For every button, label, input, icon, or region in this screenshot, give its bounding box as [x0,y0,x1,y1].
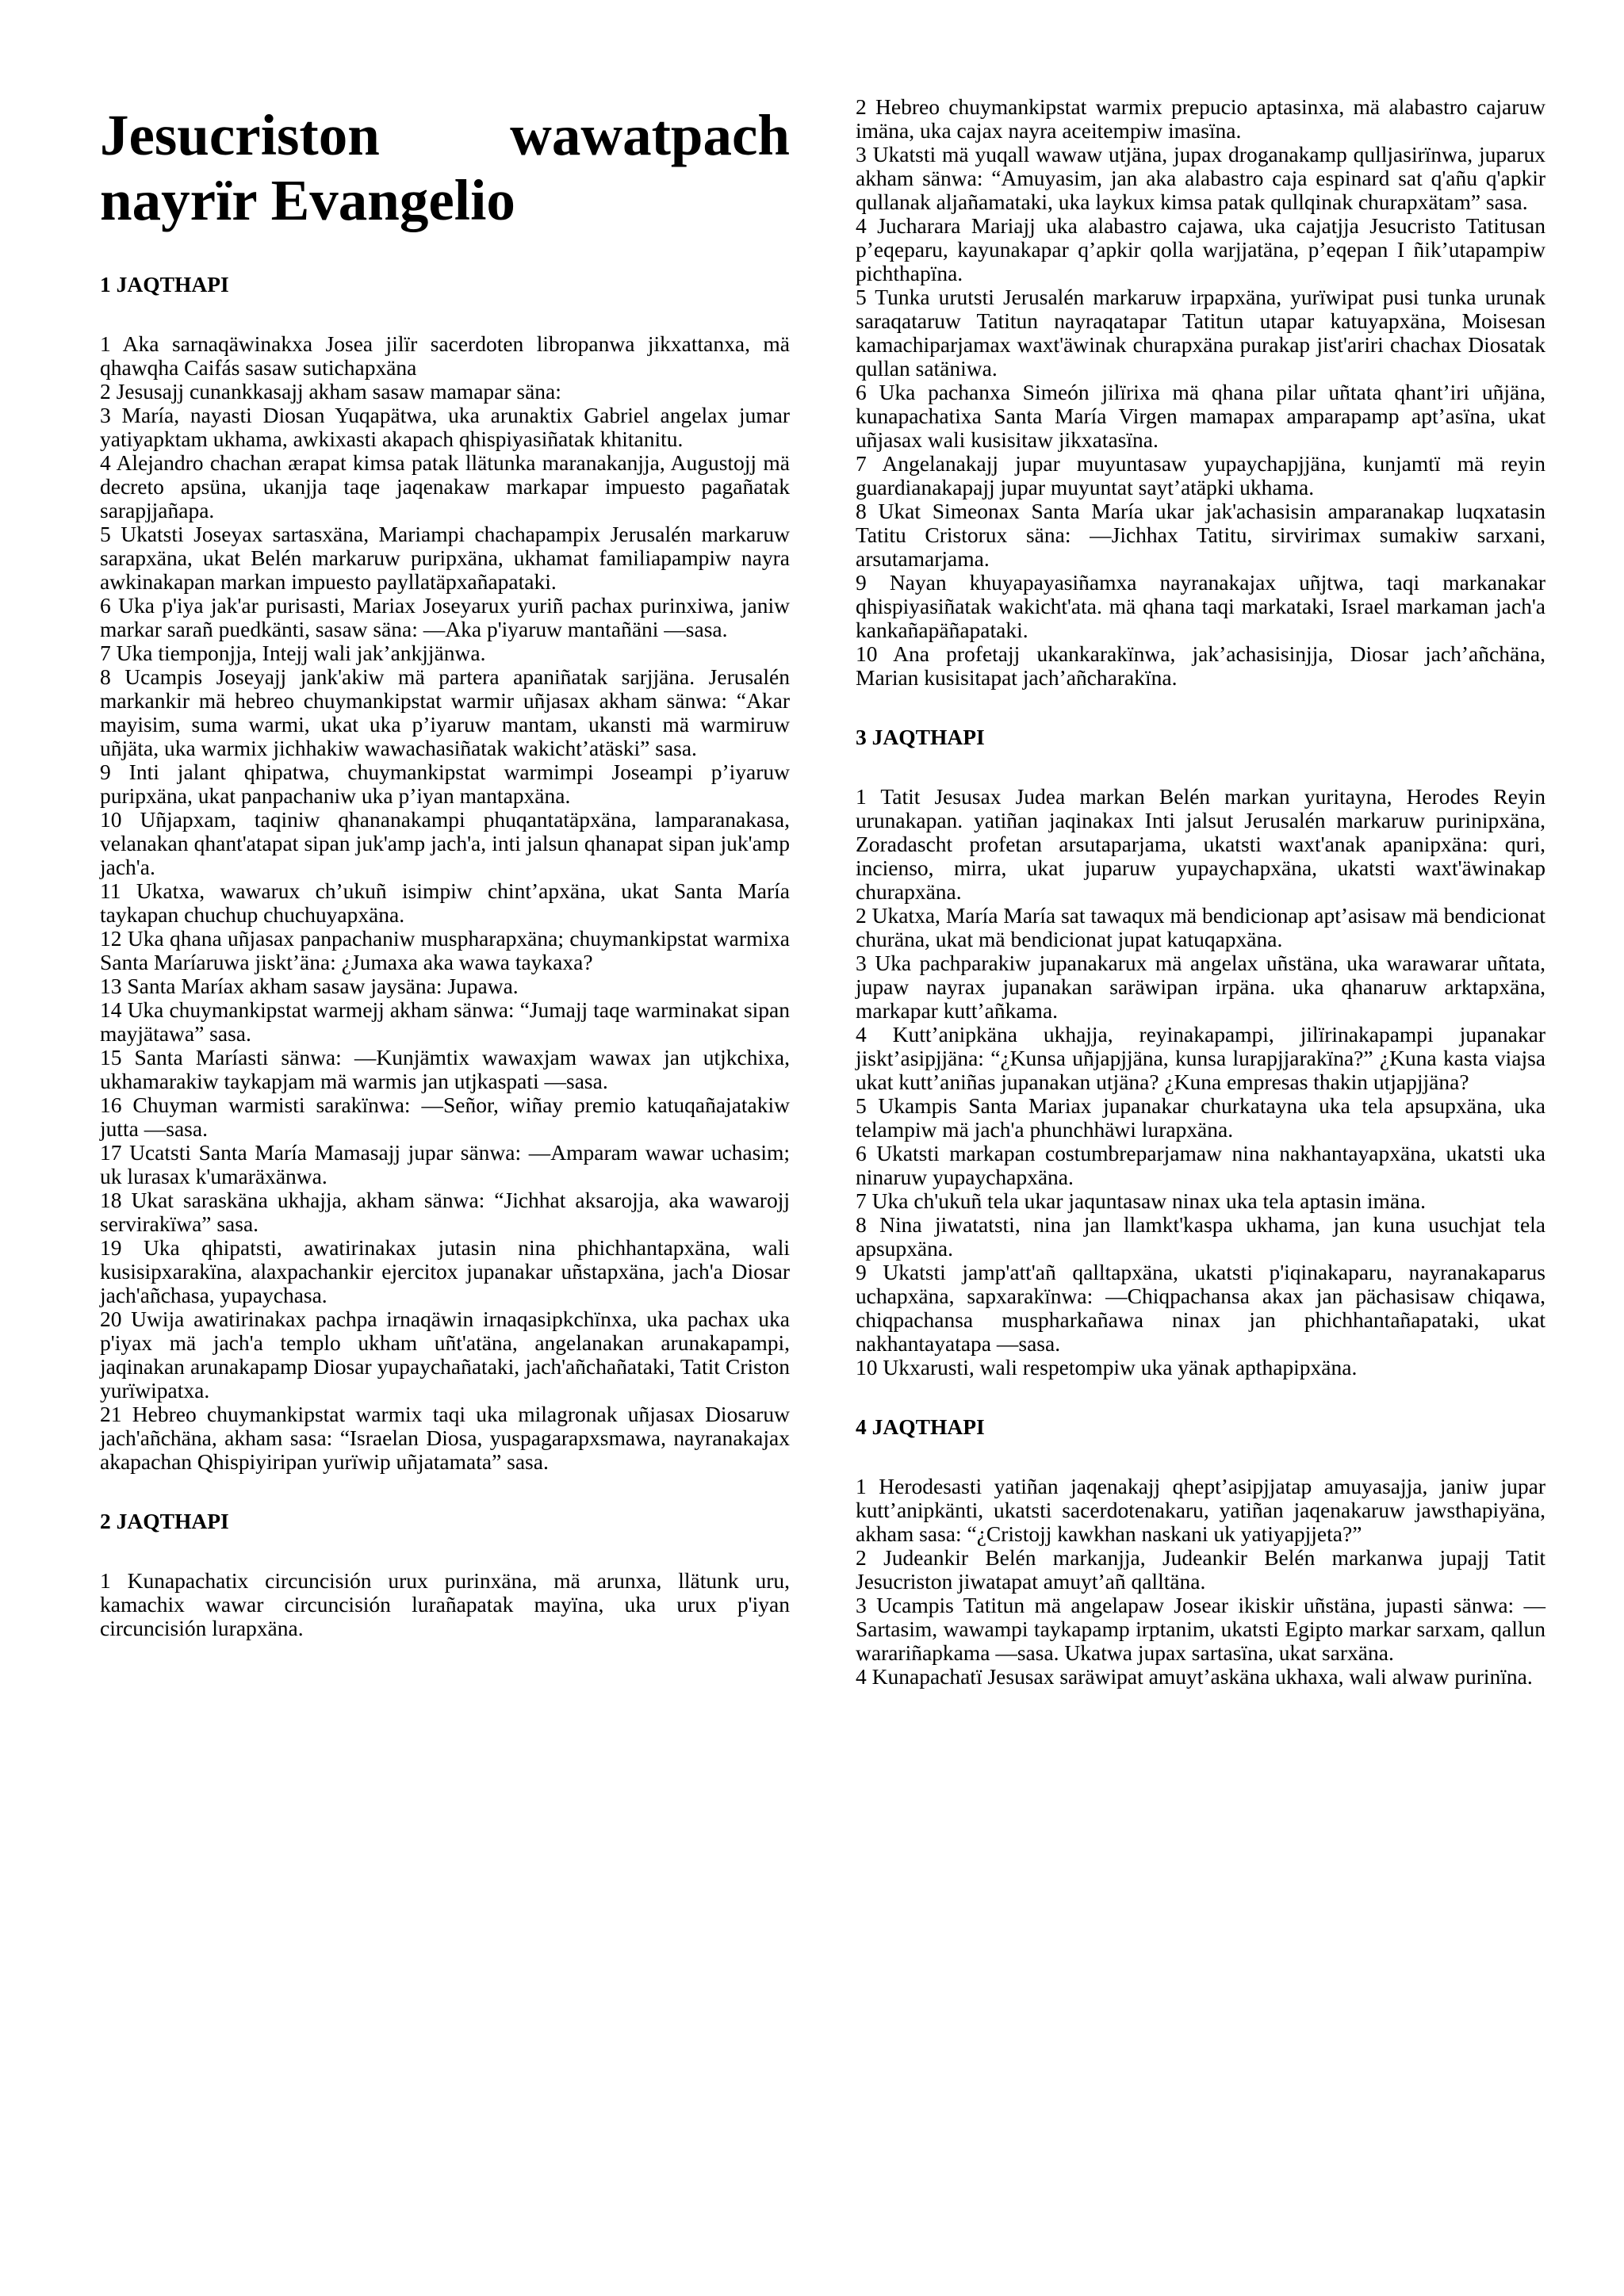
right-column [856,95,1545,2236]
chapter-heading: 1 JAQTHAPI [100,272,229,297]
verse: 9 Inti jalant qhipatwa, chuymankipstat warmimpi Joseampi p’iyaruw puripxäna, ukat panpachaniw uka p’iyan mantapxäna. [100,760,790,808]
chapter-heading: 2 JAQTHAPI [100,1509,229,1533]
document-title [100,103,790,233]
verse: 9 Nayan khuyapayasiñamxa nayranakajax uñjtwa, taqi markanakar qhispiyasiñatak wakicht'ata. mä qhana taqi markataki, Israel markaman jach'a kankañapäñapataki. [856,570,1545,642]
verse: 4 Alejandro chachan ærapat kimsa patak llätunka maranakanjja, Augustojj mä decreto apsüna, ukanjja taqe jaqenakaw markapar impuesto pagañatak sarapjjañapa. [100,450,790,522]
chapter-3 [856,725,1545,1380]
verse: 10 Ana profetajj ukankarakïnwa, jak’achasisinjja, Diosar jach’añchäna, Marian kusisitapat jach’añcharakïna. [856,641,1545,690]
verse: 15 Santa Maríasti sänwa: —Kunjämtix wawaxjam wawax jan utjkchixa, ukhamarakiw taykapjam mä warmis jan utjkaspati —sasa. [100,1045,790,1093]
verse: 3 Uka pachparakiw jupanakarux mä angelax uñstäna, uka warawarar uñtata, jupaw nayrax jupanakan saräwipan irpäna. uka qhanaruw arktapxäna, markapar kutt’añkama. [856,951,1545,1023]
document-title-line-1: Jesucriston wawatpach [100,103,790,167]
verse: 13 Santa Maríax akham sasaw jaysäna: Jupawa. [100,974,519,998]
verse: 3 María, nayasti Diosan Yuqapätwa, uka arunaktix Gabriel angelax jumar yatiyapktam ukhama, awkixasti akapach qhispiyasiñatak khitanitu. [100,403,790,451]
verse: 5 Tunka urutsti Jerusalén markaruw irpapxäna, yurïwipat pusi tunka urunak saraqataruw Tatitun nayraqatapar Tatitun utapar katuyapxäna, Moisesan kamachiparjamax waxt'äwinak churapxäna purakap jist'ariri chachax Diosatak qullan satäniwa. [856,285,1545,381]
chapter-heading: 3 JAQTHAPI [856,725,985,749]
verse: 2 Hebreo chuymankipstat warmix prepucio aptasinxa, mä alabastro cajaruw imäna, uka cajax nayra aceitempiw imasïna. [856,94,1545,143]
verse: 7 Uka ch'ukuñ tela ukar jaquntasaw ninax uka tela aptasin imäna. [856,1188,1426,1213]
verse: 10 Ukxarusti, wali respetompiw uka yänak apthapipxäna. [856,1355,1358,1380]
document-page [100,95,1545,2236]
verse: 17 Ucatsti Santa María Mamasajj jupar sänwa: —Amparam wawar uchasim; uk lurasax k'umaräxänwa. [100,1140,790,1188]
verse: 7 Uka tiemponjja, Intejj wali jak’ankjjänwa. [100,641,486,665]
verse: 3 Ucampis Tatitun mä angelapaw Josear ikiskir uñstäna, jupasti sänwa: —Sartasim, wawampi taykapamp irptanim, ukatsti Egipto markar sarxam, qallun warariñapkama —sasa. Ukatwa jupax sartasïna, ukat sarxäna. [856,1593,1545,1665]
verse: 2 Jesusajj cunankkasajj akham sasaw mamapar säna: [100,379,561,404]
verse: 19 Uka qhipatsti, awatirinakax jutasin nina phichhantapxäna, wali kusisipxarakïna, alaxpachankir ejercitox jupanakar uñstapxäna, jach'a Diosar jach'añchasa, yupaychasa. [100,1235,790,1307]
verse: 1 Aka sarnaqäwinakxa Josea jilïr sacerdoten libropanwa jikxattanxa, mä qhawqha Caifás sasaw sutichapxäna [100,331,790,380]
verse: 12 Uka qhana uñjasax panpachaniw muspharapxäna; chuymankipstat warmixa Santa Maríaruwa jiskt’äna: ¿Jumaxa aka wawa taykaxa? [100,926,790,974]
verse: 7 Angelanakajj jupar muyuntasaw yupaychapjjäna, kunjamtï mä reyin guardianakapajj jupar muyuntat sayt’atäpki ukhama. [856,451,1545,499]
verse: 11 Ukatxa, wawarux ch’ukuñ isimpiw chint’apxäna, ukat Santa María taykapan chuchup chuchuyapxäna. [100,878,790,927]
verse: 21 Hebreo chuymankipstat warmix taqi uka milagronak uñjasax Diosaruw jach'añchäna, akham sasa: “Israelan Diosa, yuspagarapxsmawa, nayranakajax akapachan Qhispiyiripan yurïwip uñjatamata” sasa. [100,1402,790,1474]
verse: 3 Ukatsti mä yuqall wawaw utjäna, jupax droganakamp qulljasirïnwa, juparux akham sänwa: “Amuyasim, jan aka alabastro caja espinard sat q'añu q'apkir qullanak aljañamataki, uka laykux kimsa patak qullqinak churapxätam” sasa. [856,142,1545,214]
verse: 4 Kunapachatï Jesusax saräwipat amuyt’askäna ukhaxa, wali alwaw purinïna. [856,1664,1533,1689]
verse: 5 Ukampis Santa Mariax jupanakar churkatayna uka tela apsupxäna, uka telampiw mä jach'a phunchhäwi lurapxäna. [856,1093,1545,1142]
verse: 10 Uñjapxam, taqiniw qhananakampi phuqantatäpxäna, lamparanakasa, velanakan qhant'atapat sipan juk'amp jach'a, inti jalsun qhanapat sipan juk'amp jach'a. [100,807,790,879]
left-column [100,95,790,2236]
verse: 9 Ukatsti jamp'att'añ qalltapxäna, ukatsti p'iqinakaparu, nayranakaparus uchapxäna, sapxarakïnwa: —Chiqpachansa akax jan pächasisaw chiqawa, chiqpachansa muspharkañawa ninax jan phichhantañapataki, ukat nakhantayatapa —sasa. [856,1260,1545,1356]
chapter-2-continued [856,95,1545,690]
verse: 18 Ukat saraskäna ukhajja, akham sänwa: “Jichhat aksarojja, aka wawarojj servirakïwa” sasa. [100,1188,790,1236]
verse: 8 Nina jiwatatsti, nina jan llamkt'kaspa ukhama, jan kuna usuchjat tela apsupxäna. [856,1212,1545,1261]
chapter-1 [100,273,790,1474]
verse: 6 Uka pachanxa Simeón jilïrixa mä qhana pilar uñtata qhant’iri uñjäna, kunapachatixa Santa María Virgen mamapax amparapamp apt’asïna, ukat uñjasax wali kusisitaw jikxatasïna. [856,380,1545,452]
verse: 1 Herodesasti yatiñan jaqenakajj qhept’asipjjatap amuyasajja, janiw jupar kutt’anipkänti, ukatsti sacerdotenakaru, yatiñan jaqenakaruw jawsthapiyäna, akham sasa: “¿Cristojj kawkhan naskani uk yatiyapjjeta?” [856,1474,1545,1546]
verse: 14 Uka chuymankipstat warmejj akham sänwa: “Jumajj taqe warminakat sipan mayjätawa” sasa. [100,997,790,1046]
chapter-4 [856,1415,1545,1689]
verse: 6 Ukatsti markapan costumbreparjamaw nina nakhantayapxäna, ukatsti uka ninaruw yupaychapxäna. [856,1141,1545,1189]
verse: 4 Jucharara Mariajj uka alabastro cajawa, uka cajatjja Jesucristo Tatitusan p’eqeparu, kayunakapar q’apkir qolla warjjatäna, p’eqepan I ñik’utapampiw pichthapïna. [856,213,1545,285]
chapter-2 [100,1510,790,1640]
verse: 6 Uka p'iya jak'ar purisasti, Mariax Joseyarux yuriñ pachax purinxiwa, janiw markar sarañ puedkänti, sasaw säna: —Aka p'iyaruw mantañäni —sasa. [100,593,790,641]
verse: 5 Ukatsti Joseyax sartasxäna, Mariampi chachapampix Jerusalén markaruw sarapxäna, ukat Belén markaruw puripxäna, ukhamat familiapampiw nayra awkinakapan markan impuesto payllatäpxañapataki. [100,522,790,594]
verse: 1 Tatit Jesusax Judea markan Belén markan yuritayna, Herodes Reyin urunakapan. yatiñan jaqinakax Inti jalsut Jerusalén markaruw purinipxäna, Zoradascht profetan arsutaparjama, ukatsti waxt'anak apanipxäna: quri, incienso, mirra, ukat juparuw yupaychapxäna, ukatsti waxt'äwinakap churapxäna. [856,784,1545,904]
verse: 2 Judeankir Belén markanjja, Judeankir Belén markanwa jupajj Tatit Jesucriston jiwatapat amuyt’añ qalltäna. [856,1545,1545,1594]
verse: 2 Ukatxa, María María sat tawaqux mä bendicionap apt’asisaw mä bendicionat churäna, ukat mä bendicionat jupat katuqapxäna. [856,903,1545,951]
chapter-heading: 4 JAQTHAPI [856,1414,985,1439]
verse: 4 Kutt’anipkäna ukhajja, reyinakapampi, jilïrinakapampi jupanakar jiskt’asipjjäna: “¿Kunsa uñjapjjäna, kunsa lurapjjarakïna?” ¿Kuna kasta viajsa ukat kutt’aniñas jupanakan utjäna? ¿Kuna empresas thakin utjapjjäna? [856,1022,1545,1094]
verse: 20 Uwija awatirinakax pachpa irnaqäwin irnaqasipkchïnxa, uka pachax uka p'iyax mä jach'a templo ukham uñt'atäna, angelanakan arunakapampi, jaqinakan arunakapamp Diosar yupaychañataki, jach'añchañataki, Tatit Criston yurïwipatxa. [100,1307,790,1402]
verse: 8 Ukat Simeonax Santa María ukar jak'achasisin amparanakap luqxatasin Tatitu Cristorux säna: —Jichhax Tatitu, sirvirimax sumakiw sarxani, arsutamarjama. [856,499,1545,571]
verse: 8 Ucampis Joseyajj jank'akiw mä partera apaniñatak sarjjäna. Jerusalén markankir mä hebreo chuymankipstat warmir uñjasax akham sänwa: “Akar mayisim, suma warmi, ukat uka p’iyaruw mantam, ukansti mä warmiruw uñjäta, uka warmix jichhakiw wawachasiñatak wakicht’atäski” sasa. [100,664,790,760]
verse: 16 Chuyman warmisti sarakïnwa: —Señor, wiñay premio katuqañajatakiw jutta —sasa. [100,1093,790,1141]
document-title-line-2: nayrïr Evangelio [100,168,515,232]
verse: 1 Kunapachatix circuncisión urux purinxäna, mä arunxa, llätunk uru, kamachix wawar circuncisión lurañapatak mayïna, uka urux p'iyan circuncisión lurapxäna. [100,1568,790,1640]
